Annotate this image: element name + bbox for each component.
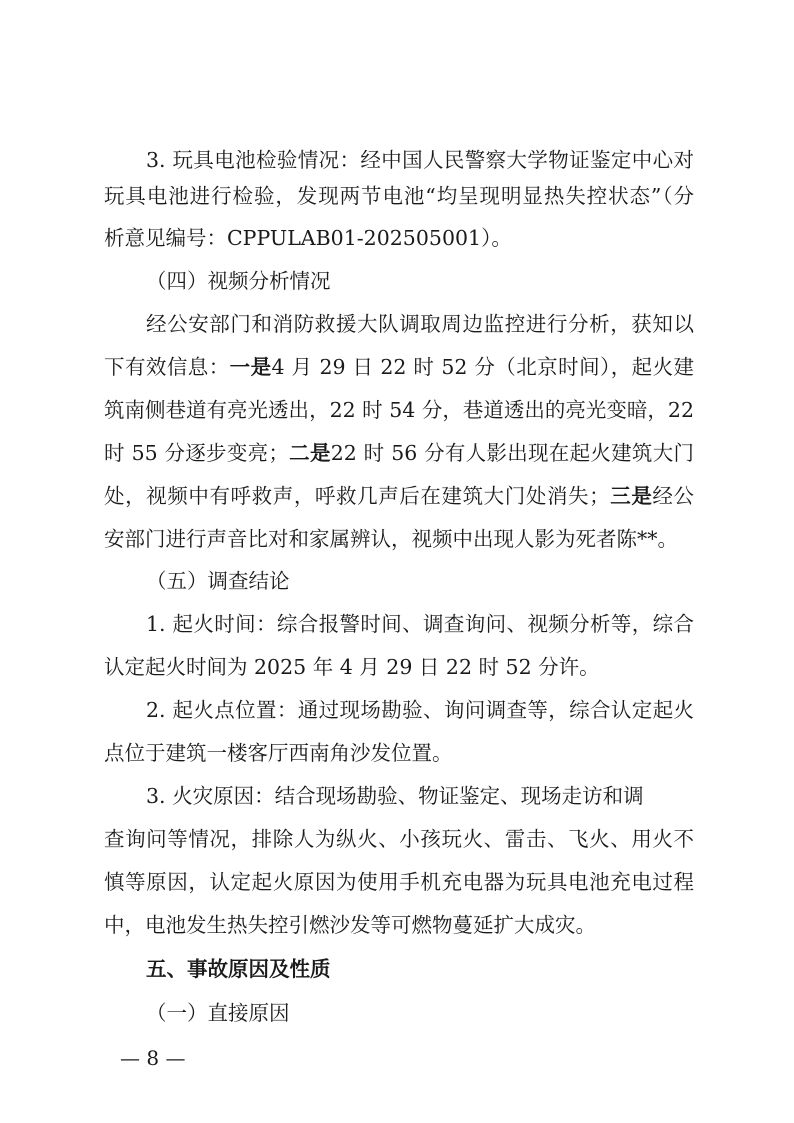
video-analysis-heading: （四）视频分析情况 (146, 269, 331, 293)
fire-cause-line-4: 中，电池发生热失控引燃沙发等可燃物蔓延扩大成灾。 (104, 913, 596, 937)
direct-cause-heading: （一）直接原因 (146, 1001, 290, 1025)
video-analysis-line-2 (104, 349, 694, 385)
battery-test-line-2: 玩具电池进行检验，发现两节电池“均呈现明显热失控状态”（分 (104, 184, 694, 208)
video-analysis-line-5-text-c: 经公 (652, 484, 695, 508)
fire-time-line-2: 认定起火时间为 2025 年 4 月 29 日 22 时 52 分许。 (104, 655, 600, 679)
battery-test-line-1: 3. 玩具电池检验情况：经中国人民警察大学物证鉴定中心对 (146, 148, 694, 172)
fire-cause-line-1: 3. 火灾原因：结合现场勘验、物证鉴定、现场走访和调 (146, 784, 644, 808)
fire-location-line-2: 点位于建筑一楼客厅西南角沙发位置。 (104, 741, 453, 765)
video-analysis-line-5-text-a: 处，视频中有呼救声，呼救几声后在建筑大门处消失； (104, 484, 610, 508)
section-five-heading: 五、事故原因及性质 (146, 957, 331, 981)
video-analysis-line-4 (104, 435, 694, 471)
page-number: — 8 — (120, 1046, 186, 1070)
conclusion-heading: （五）调查结论 (146, 569, 290, 593)
video-analysis-line-5 (104, 478, 694, 514)
video-analysis-line-4-text-c: 22 时 56 分有人影出现在起火建筑大门 (330, 441, 694, 465)
video-analysis-line-4-text-a: 时 55 分逐步变亮； (104, 441, 289, 465)
video-analysis-line-2-text-a: 下有效信息： (104, 355, 230, 379)
point-three-label: 三是 (609, 484, 653, 508)
battery-test-line-3: 析意见编号：CPPULAB01-202505001）。 (104, 226, 512, 250)
fire-cause-line-2: 查询问等情况，排除人为纵火、小孩玩火、雷击、飞火、用火不 (104, 827, 694, 851)
fire-cause-line-3: 慎等原因，认定起火原因为使用手机充电器为玩具电池充电过程 (104, 870, 694, 894)
point-two-label: 二是 (288, 441, 331, 465)
fire-time-line-1: 1. 起火时间：综合报警时间、调查询问、视频分析等，综合 (146, 612, 694, 636)
point-one-label: 一是 (229, 355, 272, 379)
video-analysis-line-2-text-c: 4 月 29 日 22 时 52 分（北京时间），起火建 (271, 355, 695, 379)
video-analysis-line-3: 筑南侧巷道有亮光透出，22 时 54 分，巷道透出的亮光变暗，22 (104, 398, 694, 422)
fire-location-line-1: 2. 起火点位置：通过现场勘验、询问调查等，综合认定起火 (146, 698, 694, 722)
video-analysis-line-6: 安部门进行声音比对和家属辨认，视频中出现人影为死者陈**。 (104, 527, 678, 551)
video-analysis-line-1: 经公安部门和消防救援大队调取周边监控进行分析，获知以 (146, 312, 694, 336)
